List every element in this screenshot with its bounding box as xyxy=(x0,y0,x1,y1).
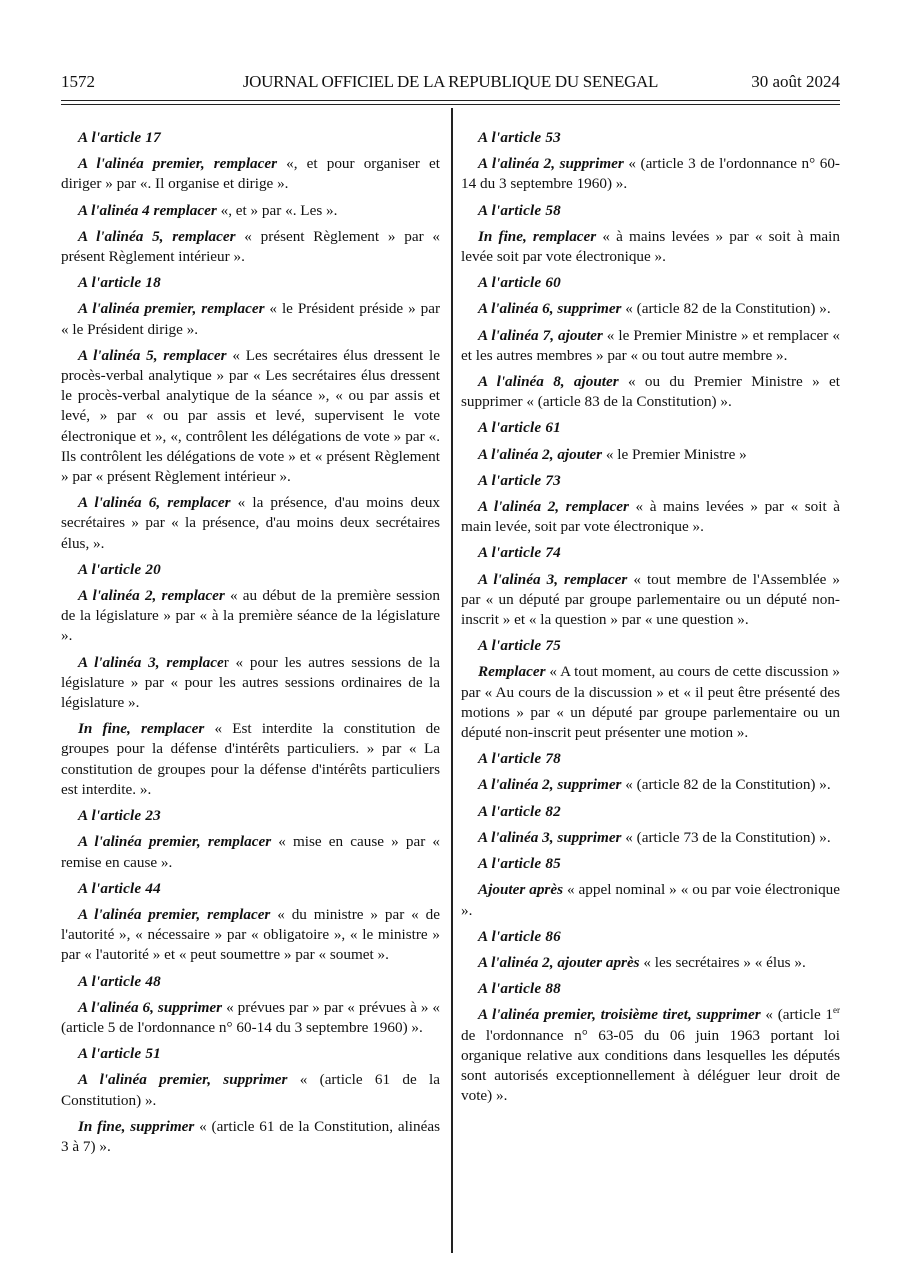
amendment-text: « (article 82 de la Constitution) ». xyxy=(621,300,831,318)
amendment-paragraph xyxy=(461,828,840,848)
page-number: 1572 xyxy=(61,72,95,91)
header-rule-bottom xyxy=(61,104,840,105)
amendment-paragraph xyxy=(61,201,440,221)
amendment-paragraph xyxy=(461,880,840,920)
amendment-paragraph xyxy=(61,719,440,800)
amendment-instruction: A l'alinéa premier, remplacer xyxy=(78,300,265,318)
article-heading: A l'article 51 xyxy=(78,1045,161,1063)
amendment-instruction: A l'alinéa 2, supprimer xyxy=(478,776,622,794)
article-heading: A l'article 61 xyxy=(478,419,561,437)
article-heading: A l'article 60 xyxy=(478,274,561,292)
amendment-paragraph xyxy=(461,445,840,465)
amendment-paragraph xyxy=(461,497,840,537)
amendment-paragraph xyxy=(461,953,840,973)
amendment-text: « prévues par » par « prévues à » « (article 5 de l'ordonnance n° 60-14 du 3 septembre 1960) ». xyxy=(61,998,440,1036)
article-heading: A l'article 20 xyxy=(78,560,161,578)
amendment-paragraph xyxy=(461,154,840,194)
amendment-instruction: A l'alinéa 3, supprimer xyxy=(478,828,622,846)
column-divider xyxy=(451,108,453,1253)
amendment-paragraph xyxy=(461,299,840,319)
amendment-instruction: A l'alinéa 2, ajouter après xyxy=(478,953,640,971)
right-column xyxy=(461,128,840,1112)
amendment-text: « mise en cause » par « remise en cause ». xyxy=(61,833,440,871)
amendment-paragraph xyxy=(61,493,440,554)
amendment-paragraph xyxy=(61,154,440,194)
journal-title: JOURNAL OFFICIEL DE LA REPUBLIQUE DU SENEGAL xyxy=(242,72,659,91)
amendment-text: r « pour les autres sessions de la législature » par « pour les autres sessions ordinaires de la législature ». xyxy=(61,653,440,712)
amendment-instruction: A l'alinéa 8, ajouter xyxy=(478,373,619,391)
amendment-text: « le Premier Ministre » et remplacer « et les autres membres » par « ou tout autre membre ». xyxy=(461,326,840,364)
article-heading: A l'article 53 xyxy=(478,129,561,146)
article-heading: A l'article 23 xyxy=(78,807,161,825)
amendment-text: « présent Règlement » par « présent Règlement intérieur ». xyxy=(61,227,441,266)
article-heading: A l'article 82 xyxy=(478,802,561,820)
amendment-instruction: A l'alinéa 5, remplacer xyxy=(78,346,227,364)
amendment-paragraph xyxy=(61,299,440,339)
amendment-paragraph xyxy=(461,1005,840,1106)
article-heading: A l'article 58 xyxy=(478,201,561,219)
amendment-paragraph xyxy=(61,905,440,966)
amendment-text: « tout membre de l'Assemblée » par « un député par groupe parlementaire ou un député non-inscrit » et « la question » par « une question ». xyxy=(461,570,840,629)
article-heading: A l'article 85 xyxy=(478,855,561,873)
amendment-text: « A tout moment, au cours de cette discussion » par « Au cours de la discussion » et « il peut être présenté des motions » par « un député par groupe parlementaire ou un député non-inscrit peut présenter une motion ». xyxy=(461,663,840,742)
article-heading: A l'article 88 xyxy=(478,980,561,998)
amendment-text: « Les secrétaires élus dressent le procès-verbal analytique » par « Les secrétaires élus dressent le procès-verbal analytique de la séance », « ou par assis et levé, » par « ou par assis et levé, supervisent le vote électronique et », «, contrôlent les délégations de vote » par «. Ils contrôlent les délégations de vote » et « présent Règlement » par « présent Règlement intérieur ». xyxy=(61,346,441,486)
article-heading: A l'article 48 xyxy=(78,972,161,990)
amendment-text: « (article 61 de la Constitution, alinéas 3 à 7) ». xyxy=(61,1117,440,1155)
amendment-instruction: A l'alinéa premier, remplacer xyxy=(78,905,271,923)
amendment-instruction: In fine, remplacer xyxy=(478,227,597,245)
issue-date: 30 août 2024 xyxy=(751,72,840,91)
amendment-instruction: A l'alinéa 4 remplacer xyxy=(78,201,217,219)
amendment-instruction: A l'alinéa 2, remplacer xyxy=(78,587,225,605)
amendment-instruction: A l'alinéa 2, remplacer xyxy=(478,498,629,516)
amendment-text: « ou du Premier Ministre » et supprimer « (article 83 de la Constitution) ». xyxy=(461,373,840,411)
article-heading: A l'article 18 xyxy=(78,274,161,292)
article-heading: A l'article 17 xyxy=(78,129,161,146)
amendment-paragraph xyxy=(461,775,840,795)
amendment-instruction: A l'alinéa 6, remplacer xyxy=(78,494,231,512)
amendment-paragraph xyxy=(461,227,840,267)
amendment-paragraph xyxy=(61,653,440,714)
amendment-paragraph xyxy=(61,586,440,647)
amendment-instruction: A l'alinéa 3, remplacer xyxy=(478,570,628,588)
amendment-instruction: A l'alinéa 3, remplace xyxy=(78,653,224,671)
amendment-text-continued: de l'ordonnance n° 63-05 du 06 juin 1963 portant loi organique relative aux conditions dans lesquelles les députés sont autorisés exceptionnellement à déléguer leur droit de vote) ». xyxy=(461,1026,840,1105)
amendment-paragraph xyxy=(461,372,840,412)
amendment-instruction: A l'alinéa premier, supprimer xyxy=(78,1071,288,1089)
amendment-paragraph xyxy=(61,832,440,872)
amendment-instruction: A l'alinéa 2, ajouter xyxy=(478,445,603,463)
amendment-instruction: In fine, supprimer xyxy=(78,1117,195,1135)
amendment-text: « à mains levées » par « soit à main levée, soit par vote électronique ». xyxy=(461,498,841,536)
amendment-instruction: A l'alinéa premier, troisième tiret, supprimer xyxy=(478,1006,761,1024)
article-heading: A l'article 44 xyxy=(78,879,161,897)
amendment-paragraph xyxy=(461,326,840,366)
amendment-text: « au début de la première session de la législature » par « à la première séance de la législature ». xyxy=(61,587,440,645)
superscript: er xyxy=(833,1005,841,1016)
amendment-text: « (article 73 de la Constitution) ». xyxy=(621,828,831,846)
amendment-instruction: A l'alinéa premier, remplacer xyxy=(78,155,278,173)
amendment-text: « le Premier Ministre » xyxy=(602,445,747,463)
amendment-instruction: A l'alinéa 6, supprimer xyxy=(478,300,622,318)
amendment-text: « (article 1 xyxy=(760,1006,834,1024)
amendment-instruction: Ajouter après xyxy=(478,881,563,899)
amendment-instruction: A l'alinéa 5, remplacer xyxy=(78,227,236,245)
amendment-instruction: A l'alinéa 7, ajouter xyxy=(478,326,603,344)
amendment-instruction: In fine, remplacer xyxy=(78,720,205,738)
article-heading: A l'article 86 xyxy=(478,927,561,945)
amendment-paragraph xyxy=(461,570,840,631)
article-heading: A l'article 74 xyxy=(478,544,561,562)
amendment-paragraph xyxy=(61,227,440,267)
article-heading: A l'article 75 xyxy=(478,637,561,655)
amendment-text: « la présence, d'au moins deux secrétaires » par « la présence, d'au moins deux secrétaires élus, ». xyxy=(61,494,441,552)
amendment-paragraph xyxy=(61,1117,440,1157)
amendment-paragraph xyxy=(61,1070,440,1110)
amendment-text: « (article 82 de la Constitution) ». xyxy=(621,776,831,794)
amendment-text: « appel nominal » « ou par voie électronique ». xyxy=(461,881,841,919)
amendment-text: « le Président préside » par « le Président dirige ». xyxy=(61,300,441,338)
amendment-text: « du ministre » par « de l'autorité », « nécessaire » par « obligatoire », « le ministre » par « l'autorité » et « peut soumettre » par « soumet ». xyxy=(61,905,440,964)
amendment-paragraph xyxy=(61,998,440,1038)
amendment-text: « à mains levées » par « soit à main levée soit par vote électronique ». xyxy=(461,227,840,266)
amendment-instruction: A l'alinéa premier, remplacer xyxy=(78,833,272,851)
amendment-text: « les secrétaires » « élus ». xyxy=(639,953,806,971)
amendment-instruction: A l'alinéa 6, supprimer xyxy=(78,998,223,1016)
amendment-text: «, et » par «. Les ». xyxy=(216,201,338,219)
article-heading: A l'article 73 xyxy=(478,471,561,489)
amendment-paragraph xyxy=(461,662,840,743)
amendment-text: « (article 61 de la Constitution) ». xyxy=(61,1071,440,1109)
amendment-instruction: Remplacer xyxy=(478,663,546,681)
header-rule-top xyxy=(61,100,840,101)
amendment-text: «, et pour organiser et diriger » par «. Il organise et dirige ». xyxy=(61,155,440,193)
amendment-text: « (article 3 de l'ordonnance n° 60-14 du 3 septembre 1960) ». xyxy=(461,155,840,193)
amendment-paragraph xyxy=(61,346,440,487)
amendment-text: « Est interdite la constitution de groupes pour la défense d'intérêts particuliers. » par « La constitution de groupes pour la défense d'intérêts particuliers est interdite. ». xyxy=(61,720,440,798)
article-heading: A l'article 78 xyxy=(478,750,561,768)
amendment-instruction: A l'alinéa 2, supprimer xyxy=(478,155,624,173)
page-header xyxy=(61,72,840,98)
left-column xyxy=(61,128,440,1163)
